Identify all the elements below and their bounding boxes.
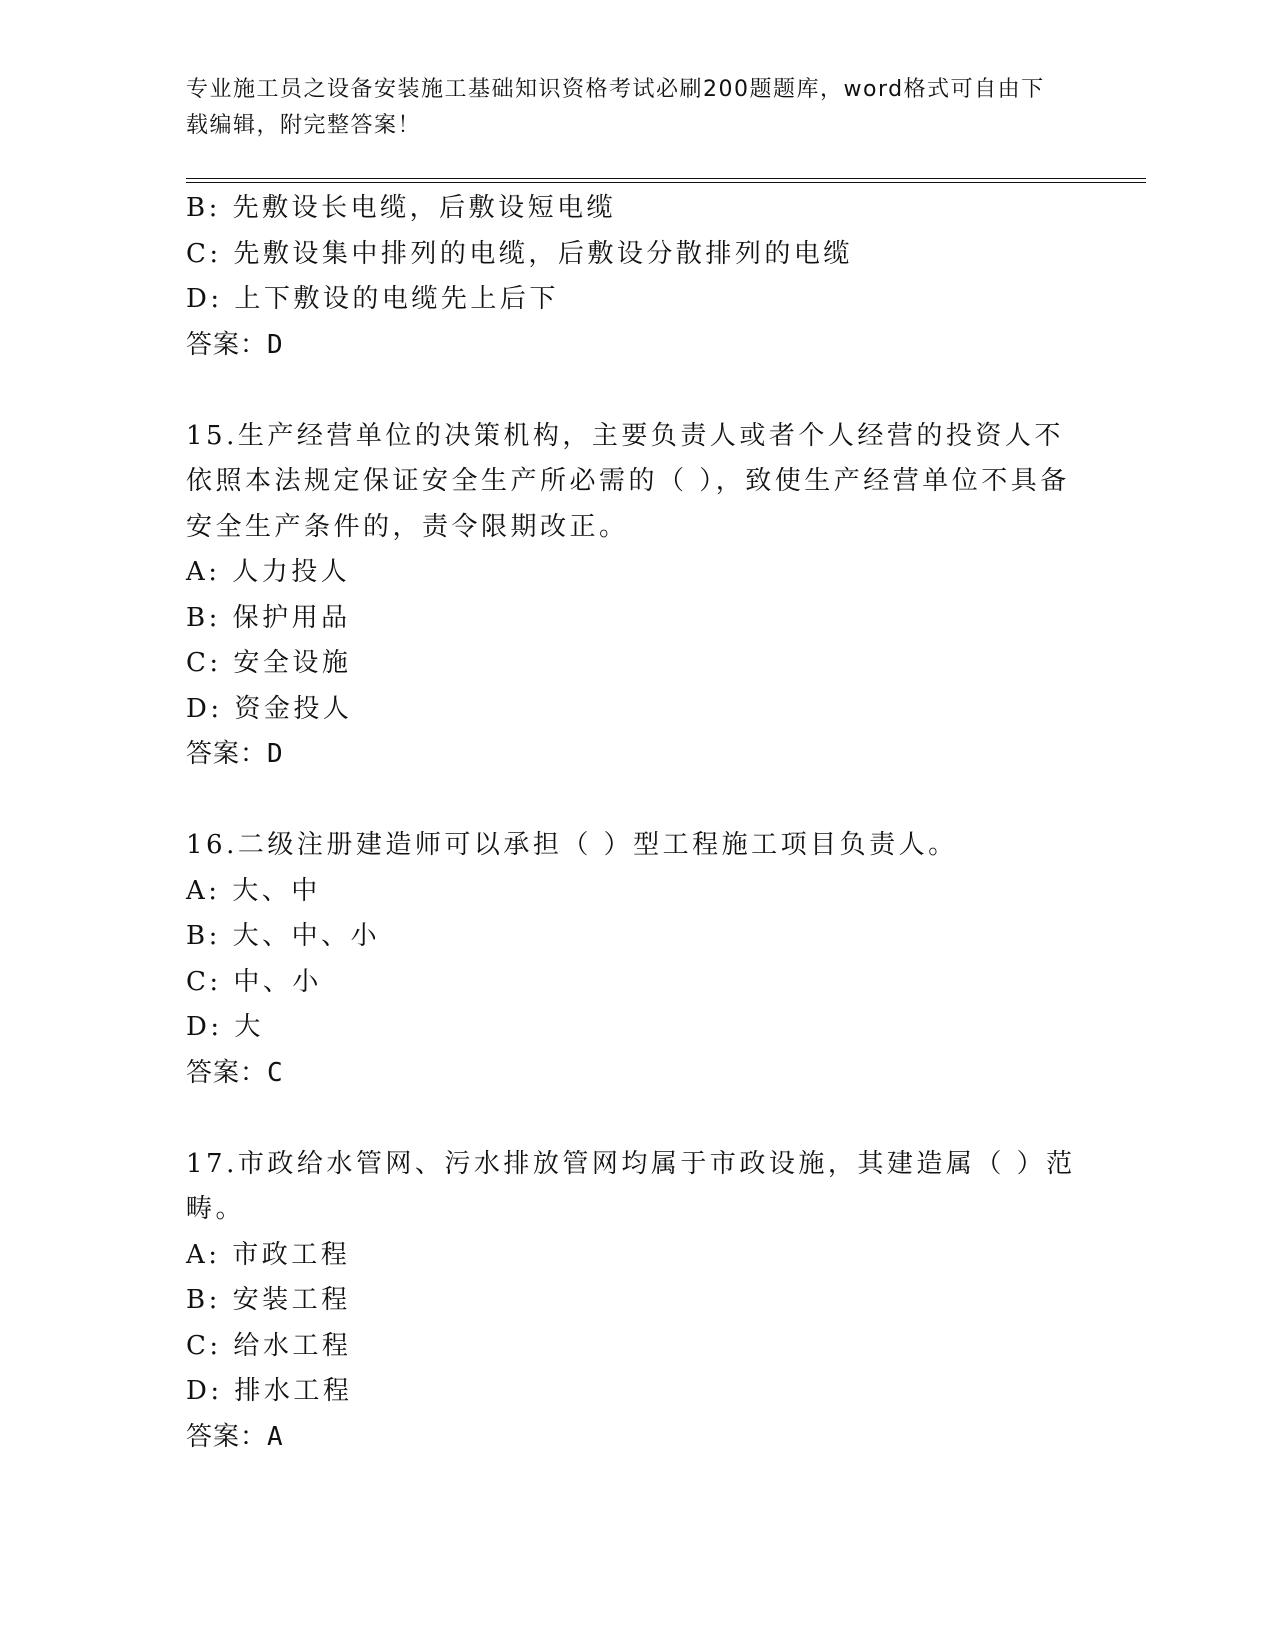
document-header: 专业施工员之设备安装施工基础知识资格考试必刷200题题库，word格式可自由下载编辑，附完整答案！ xyxy=(186,77,1045,138)
question-text: 17.市政给水管网、污水排放管网均属于市政设施，其建造属（ ）范畴。 xyxy=(186,1148,1076,1224)
option-b: B: 保护用品 xyxy=(186,602,351,633)
option-a: A: 市政工程 xyxy=(186,1239,351,1270)
header-divider-top xyxy=(186,178,1146,179)
question-text: 16.二级注册建造师可以承担（ ）型工程施工项目负责人。 xyxy=(186,830,958,860)
option-c: C: 先敷设集中排列的电缆，后敷设分散排列的电缆 xyxy=(186,238,853,269)
answer-line xyxy=(186,323,1086,369)
option-a: A: 人力投人 xyxy=(186,557,351,587)
option-d: D: 资金投人 xyxy=(186,693,353,724)
answer-line xyxy=(186,1415,1086,1461)
option-d: D: 排水工程 xyxy=(186,1376,353,1406)
header-divider-bottom xyxy=(186,182,1146,183)
option-c: C: 给水工程 xyxy=(186,1330,352,1361)
option-d: D: 大 xyxy=(186,1012,264,1042)
spacer xyxy=(186,778,1086,824)
option-c: C: 中、小 xyxy=(186,966,322,997)
question-15 xyxy=(186,414,1086,778)
answer-label: 答案： xyxy=(186,329,268,360)
answer-label: 答案： xyxy=(186,1057,268,1088)
answer-line xyxy=(186,1051,1086,1097)
question-list xyxy=(186,186,1086,1460)
question-16 xyxy=(186,823,1086,1096)
option-d: D: 上下敷设的电缆先上后下 xyxy=(186,284,559,314)
answer-value: D xyxy=(267,329,284,360)
option-b: B: 先敷设长电缆，后敷设短电缆 xyxy=(186,193,617,223)
option-b: B: 大、中、小 xyxy=(186,921,381,951)
question-text: 15.生产经营单位的决策机构，主要负责人或者个人经营的投资人不依照本法规定保证安全生产所必需的（ ），致使生产经营单位不具备安全生产条件的，责令限期改正。 xyxy=(186,420,1070,542)
question-14-tail xyxy=(186,186,1086,368)
option-c: C: 安全设施 xyxy=(186,648,352,678)
answer-value: D xyxy=(267,739,284,769)
answer-line xyxy=(186,732,1086,778)
answer-value: A xyxy=(267,1421,284,1452)
answer-value: C xyxy=(267,1057,284,1088)
answer-label: 答案： xyxy=(186,739,268,769)
question-17 xyxy=(186,1142,1086,1461)
spacer xyxy=(186,368,1086,414)
option-a: A: 大、中 xyxy=(186,875,321,906)
option-b: B: 安装工程 xyxy=(186,1285,351,1315)
answer-label: 答案： xyxy=(186,1421,268,1452)
spacer xyxy=(186,1096,1086,1142)
